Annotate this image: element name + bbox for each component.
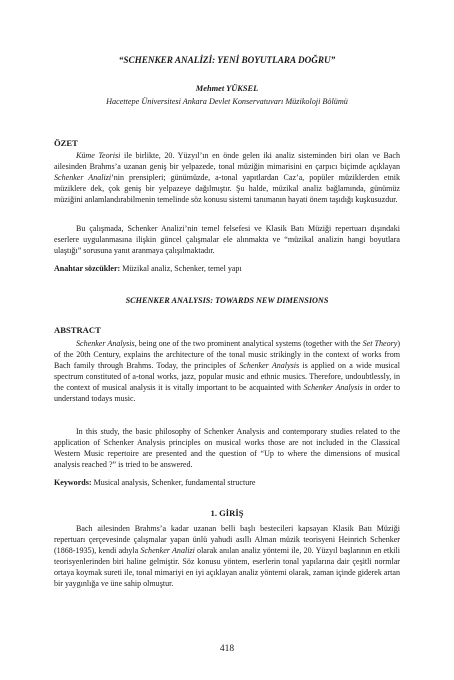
- text-run: Set Theory: [362, 339, 398, 348]
- author-name: Mehmet YÜKSEL: [195, 84, 259, 93]
- text-run: Schenker Analizi: [54, 172, 112, 182]
- giris-paragraph-1: [54, 524, 400, 589]
- text-run: is applied on a wide musical spectrum constituted of a-tonal works, jazz, popular music and ethnic musics. Therefore, undoubtlessly, in the context of musical analysis it is vitally important to be acquainted with: [54, 360, 400, 392]
- text-run: Bu çalışmada, Schenker Analizi’nin temel felsefesi ve Klasik Batı Müziği repertuarı dışındaki eserlere uygulanmasına ilişkin güncel çalışmalar ele alınmakta ve “müzikal analizin hangi boyutlara ulaştığı” sorusuna yanıt aranmaya çalışılmaktadır.: [54, 224, 400, 255]
- text-run: Schenker Analizi: [140, 545, 195, 555]
- abstract-keywords-label: Keywords:: [54, 478, 92, 487]
- abstract-paragraph-2: [54, 427, 400, 471]
- text-run: ile birlikte, 20. Yüzyıl’ın en önde gelen iki analiz sisteminden biri olan ve Bach ailesinden Brahms’a uzanan geniş bir yelpazede, tonal müziğin mimarisini en çarpıcı biçimde açıklayan: [54, 151, 401, 171]
- text-run: , being one of the two prominent analytical systems (together with the: [134, 339, 363, 348]
- text-run: ’nin prensipleri; günümüzde, a-tonal yapıtlardan Caz’a, popüler müziklerden etnik müziklere dek, çok geniş bir yelpazeye dağılmıştır. Şu halde, müzikal analiz bağlamında, günümüz müziğini anlamlandırabilmenin temelinde söz konusu sistemi tanımanın hayati önem taşıdığı kuşkusuzdur.: [54, 172, 400, 204]
- text-run: in order to understand todays music.: [54, 382, 400, 403]
- ozet-keywords: [54, 264, 400, 275]
- ozet-paragraph-1: [54, 151, 400, 206]
- author-affiliation: Hacettepe Üniversitesi Ankara Devlet Konservatuvarı Müzikoloji Bölümü: [106, 97, 348, 106]
- abstract-paragraph-1: [54, 339, 400, 404]
- text-run: olarak anılan analiz yöntemi ile, 20. Yüzyıl başlarının en etkili teorisyenlerinden biri haline gelmiştir. Söz konusu yöntem, eserlerin tonal yapılarına dair çeşitli normlar ortaya koymak sureti ile, tonal mimariyi en iyi açıklayan analiz yöntemi olarak, zaman içinde giderek artan bir yaygınlığa ve üne sahip olmuştur.: [54, 545, 401, 588]
- text-run: Bach ailesinden Brahms’a kadar uzanan belli başlı bestecileri kapsayan Klasik Batı Müziği repertuarı çerçevesinde çalışmalar yapan ünlü yahudi asıllı Alman müzik teorisyeni Heinrich Schenker (1868-1935), kendi adıyla: [54, 524, 400, 555]
- page-number: 418: [219, 644, 235, 654]
- ozet-paragraph-2: [54, 224, 400, 257]
- text-run: Schenker Analysis: [76, 339, 135, 348]
- ozet-keywords-text: Müzikal analiz, Schenker, temel yapı: [120, 264, 242, 273]
- text-run: In this study, the basic philosophy of Schenker Analysis and contemporary studies related to the application of Schenker Analysis principles on musical works those are not included in the Classical Western Music repertoire are presented and the question of “Up to where the dimensions of musical analysis reached ?” is tried to be answered.: [54, 427, 400, 469]
- text-run: ) of the 20th Century, explains the architecture of the tonal music strikingly in the context of works from Bach family through Brahms. Today, the principles of: [54, 339, 401, 370]
- ozet-keywords-label: Anahtar sözcükler:: [54, 264, 121, 273]
- abstract-keywords: [54, 478, 400, 489]
- text-run: Küme Teorisi: [76, 151, 121, 160]
- abstract-heading: ABSTRACT: [54, 325, 101, 335]
- ozet-heading: ÖZET: [54, 138, 78, 148]
- paper-title: “SCHENKER ANALİZİ: YENİ BOYUTLARA DOĞRU”: [118, 55, 336, 65]
- abstract-keywords-text: Musical analysis, Schenker, fundamental structure: [91, 478, 256, 487]
- text-run: Schenker Analysis: [239, 360, 300, 370]
- giris-heading: 1. GİRİŞ: [210, 508, 244, 518]
- english-title: SCHENKER ANALYSIS: TOWARDS NEW DIMENSIONS: [125, 296, 329, 305]
- text-run: Schenker Analysis: [303, 382, 363, 392]
